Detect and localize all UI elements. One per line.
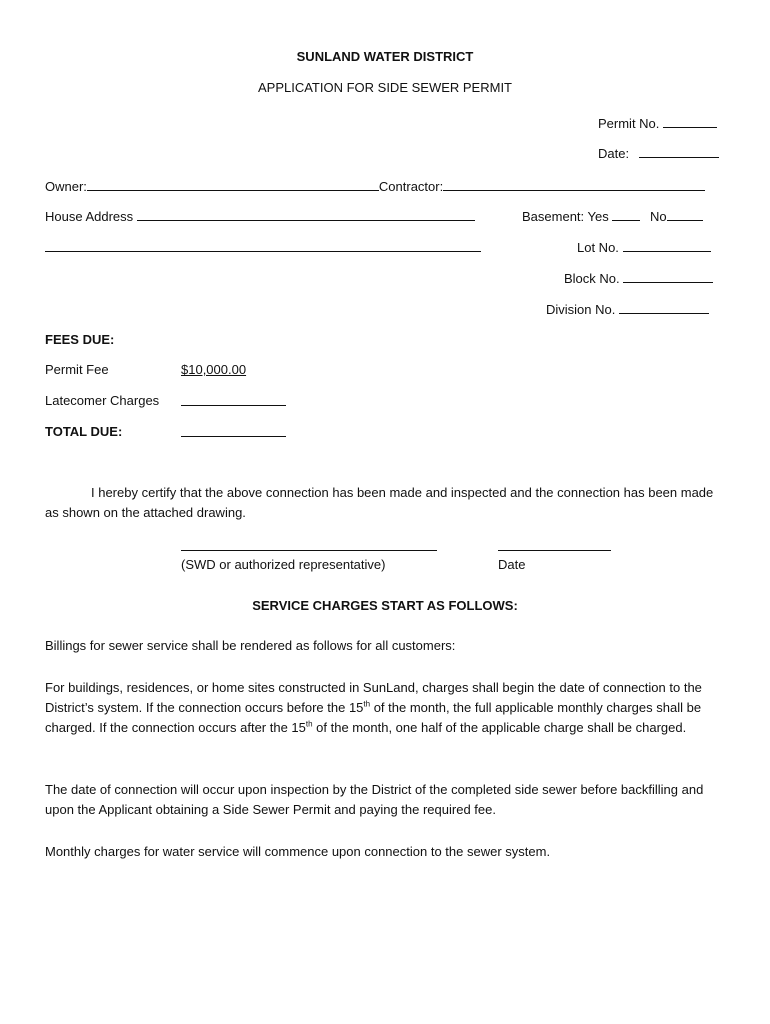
block-no-field bbox=[564, 270, 713, 287]
house-address-input[interactable] bbox=[137, 208, 475, 221]
date-label: Date: bbox=[598, 146, 630, 161]
house-address-field bbox=[45, 208, 475, 225]
permit-fee-value: $10,000.00 bbox=[181, 362, 247, 377]
contractor-input[interactable] bbox=[443, 178, 705, 191]
basement-no-input[interactable] bbox=[667, 208, 703, 221]
permit-fee-label: Permit Fee bbox=[45, 362, 109, 377]
block-no-input[interactable] bbox=[623, 270, 713, 283]
owner-label: Owner: bbox=[45, 179, 87, 194]
service-para-1: Billings for sewer service shall be rendered as follows for all customers: bbox=[45, 638, 456, 653]
basement-field bbox=[522, 208, 703, 225]
division-no-label: Division No. bbox=[546, 302, 616, 317]
signature-date-label: Date bbox=[498, 557, 526, 572]
total-due-field bbox=[181, 424, 286, 441]
basement-yes-input[interactable] bbox=[612, 208, 640, 221]
lot-no-label: Lot No. bbox=[577, 240, 619, 255]
service-para-3: The date of connection will occur upon inspection by the District of the completed side sewer before backfilling and upon the Applicant obtaining a Side Sewer Permit and paying the required fee. bbox=[45, 782, 704, 817]
org-name: SUNLAND WATER DISTRICT bbox=[296, 49, 474, 64]
basement-no-label: No bbox=[650, 209, 667, 224]
latecomer-label: Latecomer Charges bbox=[45, 393, 160, 408]
service-para-2 bbox=[45, 678, 725, 738]
permit-no-field bbox=[598, 115, 717, 132]
signature-line[interactable] bbox=[181, 550, 437, 551]
service-heading: SERVICE CHARGES START AS FOLLOWS: bbox=[252, 598, 518, 613]
latecomer-field bbox=[181, 393, 286, 410]
service-para-2-part-b: of the month, the full applicable monthly charges shall be charged. If the connection occurs after the 15 bbox=[45, 700, 702, 735]
house-address-label: House Address bbox=[45, 209, 134, 224]
signer-label: (SWD or authorized representative) bbox=[181, 557, 386, 572]
service-para-2-part-a: For buildings, residences, or home sites constructed in SunLand, charges shall begin the date of connection to the District’s system. If the connection occurs before the 15 bbox=[45, 680, 702, 715]
house-address-input-2[interactable] bbox=[45, 239, 481, 252]
total-due-label: TOTAL DUE: bbox=[45, 424, 123, 439]
ordinal-suffix-2: th bbox=[305, 719, 313, 729]
basement-label: Basement: bbox=[522, 209, 585, 224]
certify-text: I hereby certify that the above connection has been made and inspected and the connection has been made as shown on the attached drawing. bbox=[45, 485, 714, 520]
owner-field bbox=[45, 178, 705, 195]
basement-yes-label: Yes bbox=[587, 209, 609, 224]
form-title: APPLICATION FOR SIDE SEWER PERMIT bbox=[257, 80, 512, 95]
owner-input[interactable] bbox=[87, 178, 379, 191]
date-field bbox=[598, 145, 719, 162]
lot-no-field bbox=[577, 239, 711, 256]
date-input[interactable] bbox=[639, 145, 719, 158]
division-no-field bbox=[546, 301, 709, 318]
permit-no-input[interactable] bbox=[663, 115, 717, 128]
signature-date-line[interactable] bbox=[498, 550, 611, 551]
fees-heading: FEES DUE: bbox=[45, 332, 115, 347]
lot-no-input[interactable] bbox=[623, 239, 711, 252]
contractor-label: Contractor: bbox=[378, 179, 444, 194]
service-para-2-part-c: of the month, one half of the applicable charge shall be charged. bbox=[312, 720, 687, 735]
house-address-line2 bbox=[45, 239, 481, 256]
permit-no-label: Permit No. bbox=[598, 116, 660, 131]
latecomer-input[interactable] bbox=[181, 393, 286, 406]
total-due-input[interactable] bbox=[181, 424, 286, 437]
service-para-4: Monthly charges for water service will commence upon connection to the sewer system. bbox=[45, 844, 551, 859]
ordinal-suffix-1: th bbox=[363, 699, 371, 709]
block-no-label: Block No. bbox=[564, 271, 620, 286]
division-no-input[interactable] bbox=[619, 301, 709, 314]
